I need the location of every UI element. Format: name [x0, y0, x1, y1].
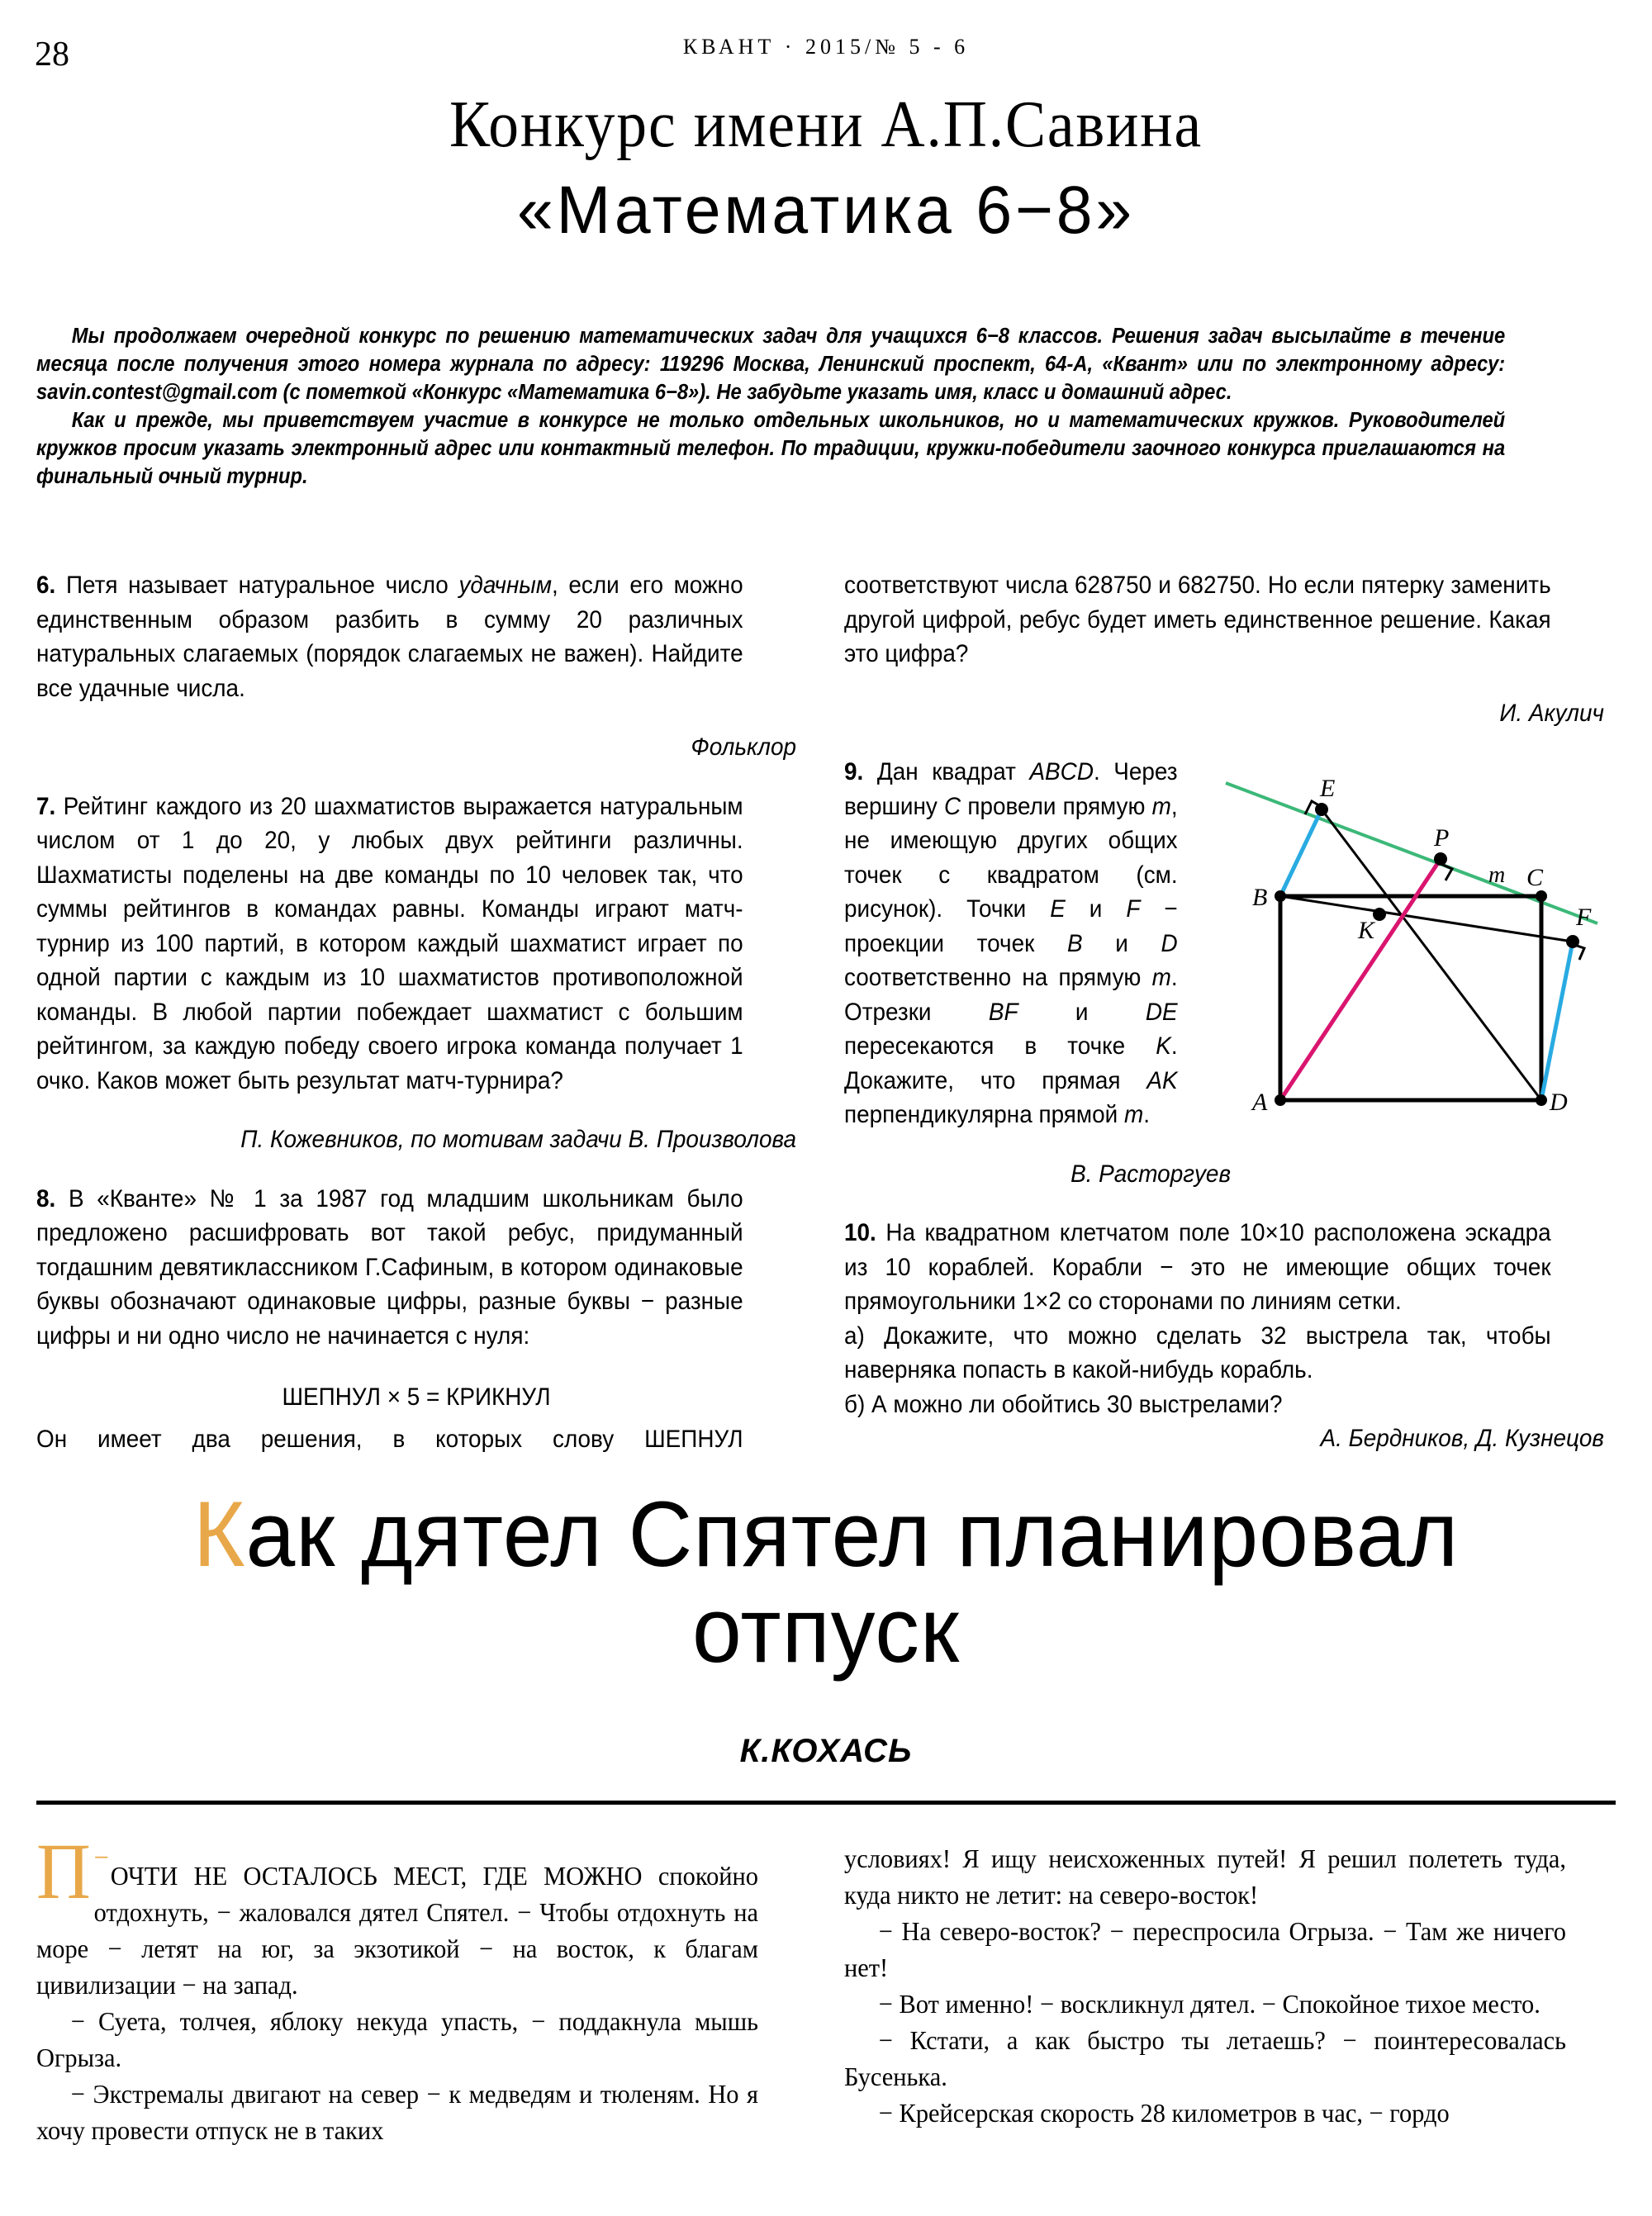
figure-label-e: E	[1320, 775, 1336, 802]
problem-8-text-after: Он имеет два решения, в которых слову ШЕПНУЛ	[36, 1426, 743, 1453]
problems-column-left	[36, 568, 796, 1457]
story-paragraph-3: − Экстремалы двигают на север − к медведям и тюленям. Но я хочу провести отпуск не в таких	[36, 2079, 759, 2145]
problem-9-seg12: . Докажите, что прямая	[844, 1032, 1178, 1094]
problem-9-seg3: провели прямую	[961, 792, 1152, 820]
problem-9-abcd: ABCD	[1029, 758, 1094, 785]
story-column-right	[844, 1840, 1604, 2131]
problem-9-seg14: .	[1143, 1101, 1150, 1128]
problem-9-seg10: и	[1018, 998, 1146, 1026]
problem-9-seg7: и	[1082, 929, 1161, 957]
story-column-left	[36, 1827, 796, 2148]
feature-title-line2: отпуск	[691, 1578, 960, 1682]
problem-7	[36, 790, 743, 1099]
problem-8-rebus: ШЕПНУЛ × 5 = КРИКНУЛ	[282, 1383, 551, 1411]
problem-7-number: 7.	[36, 792, 56, 820]
problem-6-text-a: Петя называет натуральное число	[55, 572, 459, 599]
problem-9	[844, 755, 1551, 1132]
problem-9-seg11: пересекаются в точке	[844, 1032, 1156, 1060]
problem-9-b: B	[1066, 929, 1083, 957]
problem-9-f: F	[1126, 895, 1141, 923]
problem-9-seg4: , не имеющую других общих точек с квадратом (см. рисунок). Точки	[844, 792, 1178, 923]
figure-label-a: A	[1252, 1089, 1268, 1116]
page-number: 28	[35, 36, 69, 74]
problem-9-k: K	[1156, 1032, 1171, 1060]
feature-title-dropcap: К	[192, 1483, 246, 1586]
point-f-dot	[1566, 935, 1579, 948]
contest-title-line1: Конкурс имени А.П.Савина	[449, 88, 1203, 161]
problem-10	[844, 1216, 1551, 1319]
problem-10-text: На квадратном клетчатом поле 10×10 расположена эскадра из 10 кораблей. Корабли − это не имеющие общих точек прямоугольники 1×2 со сторонами по линиям сетки.	[844, 1219, 1551, 1315]
running-head: КВАНТ · 2015/№ 5 - 6	[682, 35, 970, 59]
problem-8-text: В «Кванте» № 1 за 1987 год младшим школьникам было предложено расшифровать вот такой ребус, придуманный тогдашним девятиклассником Г.Сафиным, в котором одинаковые буквы обозначают одинаковые цифры, разные буквы − разные цифры и ни одно число не начинается с нуля:	[36, 1184, 743, 1350]
intro-block	[36, 322, 1505, 491]
problem-9-d: D	[1161, 929, 1178, 957]
feature-title	[64, 1483, 1587, 1682]
figure-label-c: C	[1526, 864, 1544, 891]
problem-7-attribution: П. Кожевников, по мотивам задачи В. Произволова	[240, 1126, 796, 1153]
dropcap-letter: П	[36, 1827, 91, 1915]
figure-label-k: K	[1358, 917, 1375, 944]
problem-9-number: 9.	[844, 758, 864, 785]
problem-9-e: E	[1050, 895, 1066, 923]
problem-6-text-b: , если его можно единственным образом разбить в сумму 20 различных натуральных слагаемых (порядок слагаемых не важен). Найдите все удачные числа.	[36, 572, 743, 702]
problem-10-item-a: а) Докажите, что можно сделать 32 выстрела так, чтобы наверняка попасть в какой-нибудь корабль.	[844, 1322, 1551, 1383]
story-paragraph-7: − Кстати, а как быстро ты летаешь? − поинтересовалась Бусенька.	[844, 2025, 1566, 2091]
problem-7-text: Рейтинг каждого из 20 шахматистов выражается натуральным числом от 1 до 20, у любых двух рейтинги различны. Шахматисты поделены на две команды по 10 человек так, что суммы рейтингов в командах равны. Команды играют матч-турнир из 100 партий, в котором каждый шахматист играет по одной партии с каждым из 10 шахматистов противоположной команды. В любой партии побеждает шахматист с большим рейтингом, за каждую победу своего игрока команда получает 1 очко. Каков может быть результат матч-турнира?	[36, 792, 743, 1094]
problem-9-seg6: − проекции точек	[844, 895, 1178, 957]
problem-6-italic-term: удачным	[458, 572, 552, 599]
section-divider-rule	[36, 1801, 1616, 1805]
problem-9-seg1: Дан квадрат	[863, 758, 1030, 785]
problem-9-seg2: . Через вершину	[844, 758, 1178, 820]
problem-6-attribution: Фольклор	[691, 733, 796, 761]
problem-9-seg9: . Отрезки	[844, 964, 1178, 1026]
problem-8-continued: соответствуют числа 628750 и 682750. Но если пятерку заменить другой цифрой, ребус будет иметь единственное решение. Какая это цифра?	[844, 572, 1551, 667]
problem-8	[36, 1182, 743, 1354]
dropcap-dash: −	[93, 1843, 109, 1873]
figure-label-f: F	[1576, 904, 1592, 931]
problem-10-number: 10.	[844, 1219, 876, 1246]
figure-label-b: B	[1252, 884, 1268, 911]
problem-8-number: 8.	[36, 1184, 56, 1212]
story-paragraph-1	[36, 1827, 758, 2003]
figure-label-m: m	[1488, 862, 1506, 888]
problem-9-seg5: и	[1065, 895, 1127, 923]
story-paragraph-4: условиях! Я ищу неисхоженных путей! Я решил полететь туда, куда никто не летит: на северо-восток!	[844, 1844, 1566, 1910]
story-paragraph-1-text: ОЧТИ НЕ ОСТАЛОСЬ МЕСТ, ГДЕ МОЖНО спокойно отдохнуть, − жаловался дятел Спятел. − Чтобы отдохнуть на море − летят на юг, за экзотикой − на восток, к благам цивилизации − на запад.	[36, 1861, 758, 2000]
problem-9-m3: m	[1123, 1101, 1144, 1128]
problem-9-ak: AK	[1146, 1066, 1178, 1094]
problem-9-m1: m	[1151, 792, 1171, 820]
problem-6	[36, 568, 743, 705]
problem-10-attribution: А. Бердников, Д. Кузнецов	[1320, 1425, 1604, 1452]
figure-label-d: D	[1550, 1089, 1568, 1116]
intro-paragraph-2: Как и прежде, мы приветствуем участие в конкурсе не только отдельных школьников, но и математических кружков. Руководителей кружков просим указать электронный адрес или контактный телефон. По традиции, кружки-победители заочного конкурса приглашаются на финальный очный турнир.	[36, 409, 1506, 488]
problem-6-number: 6.	[36, 572, 56, 599]
problem-10-item-b: б) А можно ли обойтись 30 выстрелами?	[844, 1390, 1283, 1418]
intro-paragraph-1: Мы продолжаем очередной конкурс по решению математических задач для учащихся 6−8 классов. Решения задач высылайте в течение месяца после получения этого номера журнала по адресу: 119296 Москва, Ленинский проспект, 64-А, «Квант» или по электронному адресу: savin.contest@gmail.com (с пометкой «Конкурс «Математика 6−8»). Не забудьте указать имя, класс и домашний адрес.	[36, 325, 1506, 404]
problems-column-right	[844, 568, 1604, 1481]
problem-9-m2: m	[1151, 964, 1171, 991]
story-paragraph-5: − На северо-восток? − переспросила Огрыза. − Там же ничего нет!	[844, 1916, 1566, 1982]
problem-9-c: C	[944, 792, 961, 820]
problem-8-attribution: И. Акулич	[1499, 699, 1604, 727]
story-paragraph-8: − Крейсерская скорость 28 километров в час, − гордо	[878, 2098, 1450, 2128]
contest-title-line2: «Математика 6−8»	[516, 173, 1136, 248]
feature-byline: К.КОХАСЬ	[739, 1733, 913, 1769]
story-paragraph-2: − Суета, толчея, яблоку некуда упасть, − поддакнула мышь Огрыза.	[36, 2006, 759, 2072]
figure-label-p: P	[1434, 824, 1450, 852]
problem-9-bf: BF	[988, 998, 1018, 1026]
problem-9-seg8: соответственно на прямую	[844, 964, 1152, 991]
problem-9-attribution: В. Расторгуев	[1070, 1160, 1232, 1188]
feature-title-rest: ак дятел Спятел планировал	[245, 1483, 1460, 1586]
problem-9-seg13: перпендикулярна прямой	[844, 1101, 1124, 1128]
story-paragraph-6: − Вот именно! − воскликнул дятел. − Спокойное тихое место.	[878, 1989, 1540, 2019]
problem-9-de: DE	[1145, 998, 1178, 1026]
